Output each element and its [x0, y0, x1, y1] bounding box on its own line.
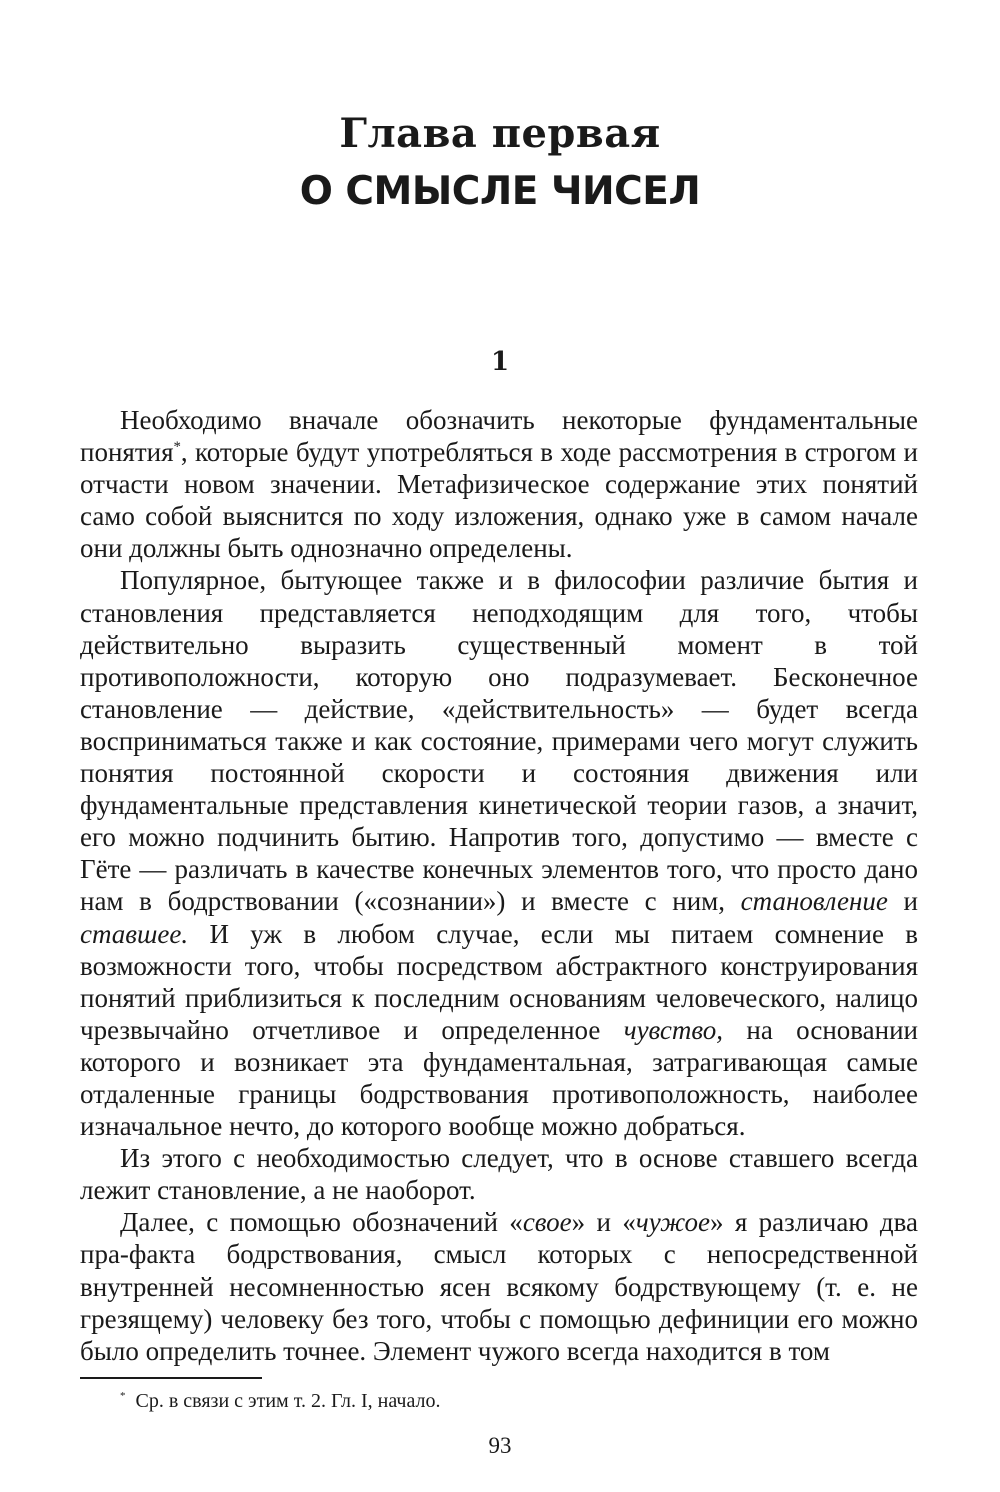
- body-text: [80, 404, 918, 1367]
- paragraph-4-text-b: » и «: [571, 1207, 636, 1238]
- footnote: * Ср. в связи с этим т. 2. Гл. I, начало.: [120, 1390, 441, 1412]
- emphasis-alien: чужое: [635, 1207, 710, 1238]
- emphasis-becoming: становление: [740, 886, 888, 917]
- paragraph-1-text-b: , которые будут употребляться в ходе рассмотрения в строгом и отчасти новом значении. Метафизическое содержание этих понятий само собой выяснится по ходу изложения, однако уже в самом начале они должны быть однозначно определены.: [80, 437, 918, 564]
- footnote-divider: [80, 1377, 262, 1379]
- paragraph-4-text-a: Далее, с помощью обозначений «: [120, 1207, 523, 1238]
- paragraph-1: [80, 404, 918, 564]
- chapter-label: Глава первая: [339, 110, 661, 157]
- page-number: 93: [488, 1433, 512, 1458]
- footnote-reference: *: [173, 439, 181, 456]
- footnote-text: Ср. в связи с этим т. 2. Гл. I, начало.: [135, 1390, 441, 1412]
- emphasis-own: свое: [522, 1207, 572, 1238]
- paragraph-4-text-c: » я различаю два пра-факта бодрствования, смысл которых с непосредственной внутренней несомненностью ясен всякому бодрствующему (т. е. не грезящему) человеку без того, чтобы с помощью дефиниции его можно было определить точнее. Элемент чужого всегда находится в том: [80, 1207, 918, 1366]
- paragraph-4: [80, 1206, 918, 1366]
- chapter-heading: [0, 108, 1000, 218]
- chapter-title: О СМЫСЛЕ ЧИСЕЛ: [299, 169, 701, 214]
- paragraph-2-text-a: Популярное, бытующее также и в философии различие бытия и становления представляется неподходящим для того, чтобы действительно выразить существенный момент в той противоположности, которую оно подразумевает. Бесконечное становление — действие, «действительность» — будет всегда восприниматься также и как состояние, примерами чего могут служить понятия постоянной скорости и состояния движения или фундаментальные представления кинетической теории газов, а значит, его можно подчинить бытию. Напротив того, допустимо — вместе с Гёте — различать в качестве конечных элементов того, что просто дано нам в бодрствовании («сознании») и вместе с ним,: [80, 565, 918, 917]
- paragraph-1-text-a: Необходимо вначале обозначить некоторые фундаментальные понятия: [80, 405, 918, 468]
- section-number: 1: [490, 347, 510, 377]
- paragraph-2: [80, 564, 918, 1142]
- paragraph-2-text-b: и: [887, 886, 918, 917]
- emphasis-become: ставшее.: [80, 918, 189, 949]
- paragraph-2-text-c: И уж в любом случае, если мы питаем сомнение в возможности того, чтобы посредством абстрактного конструирования понятий приблизиться к последним основаниям человеческого, налицо чрезвычайно отчетливое и определенное: [80, 918, 918, 1045]
- paragraph-3: Из этого с необходимостью следует, что в основе ставшего всегда лежит становление, а не наоборот.: [80, 1143, 918, 1206]
- emphasis-feeling: чувство,: [623, 1014, 724, 1045]
- paragraph-2-text-d: на основании которого и возникает эта фундаментальная, затрагивающая самые отдаленные границы бодрствования противоположность, наиболее изначальное нечто, до которого вообще можно добраться.: [80, 1014, 918, 1142]
